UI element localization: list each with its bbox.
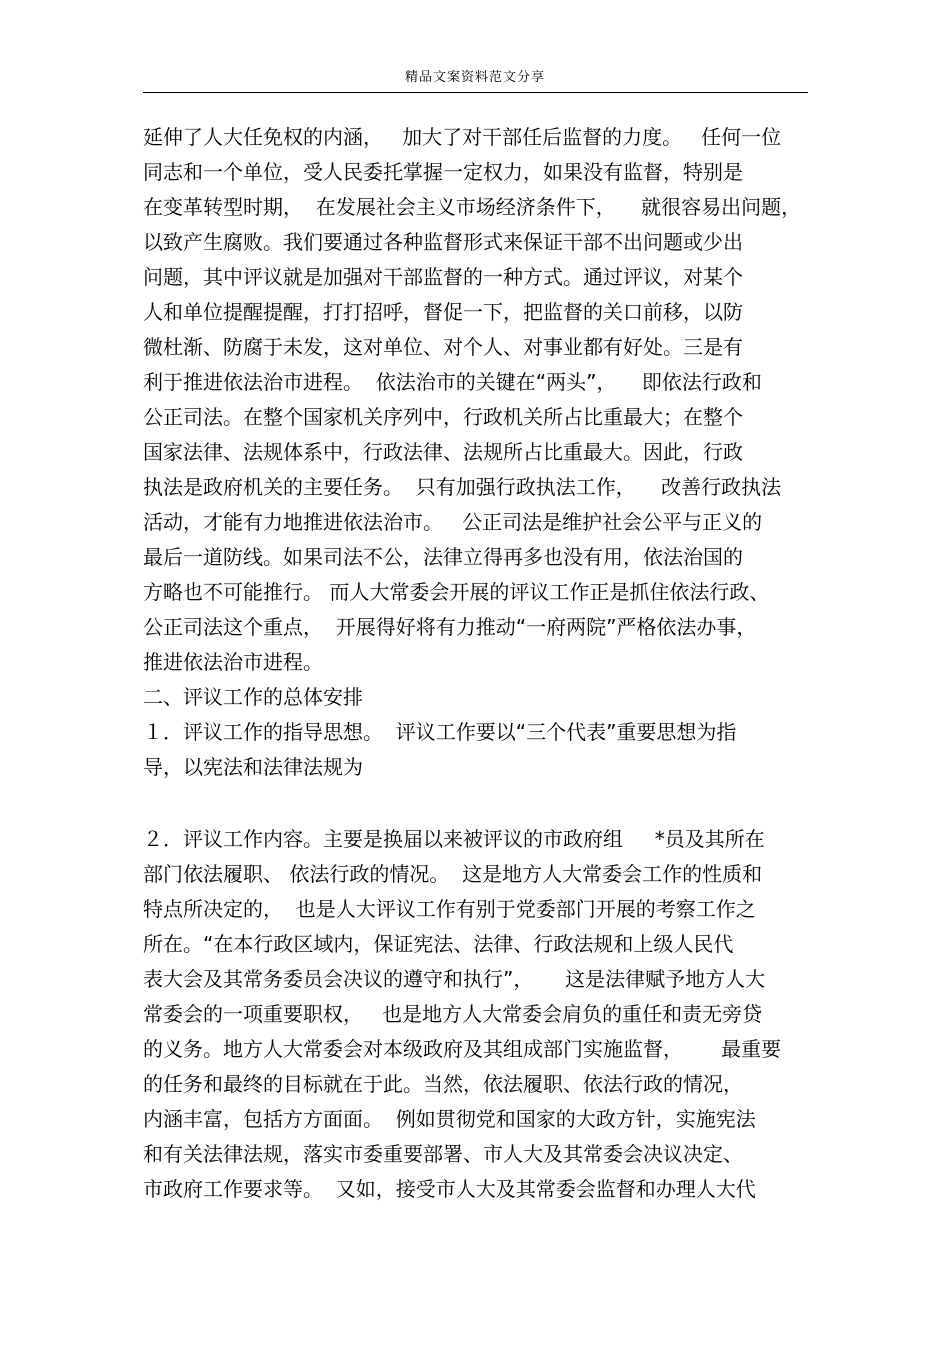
text-line: 执法是政府机关的主要任务。 只有加强行政执法工作， 改善行政执法 <box>143 475 782 499</box>
text-line: 所在。“在本行政区域内，保证宪法、法律、行政法规和上级人民代 <box>143 932 734 956</box>
text-line: 表大会及其常务委员会决议的遵守和执行”， 这是法律赋予地方人大 <box>143 967 766 991</box>
text-line: 市政府工作要求等。 又如，接受市人大及其常委会监督和办理人大代 <box>143 1177 756 1201</box>
text-line: 最后一道防线。如果司法不公，法律立得再多也没有用，依法治国的 <box>143 545 743 569</box>
text-line: 部门依法履职、 依法行政的情况。 这是地方人大常委会工作的性质和 <box>143 862 763 886</box>
text-line: 国家法律、法规体系中，行政法律、法规所占比重最大。因此，行政 <box>143 440 743 464</box>
text-line: 延伸了人大任免权的内涵， 加大了对干部任后监督的力度。 任何一位 <box>143 125 782 149</box>
text-line: 同志和一个单位，受人民委托掌握一定权力，如果没有监督，特别是 <box>143 160 743 184</box>
text-line: 人和单位提醒提醒，打打招呼，督促一下，把监督的关口前移，以防 <box>143 300 743 324</box>
text-line: 在变革转型时期， 在发展社会主义市场经济条件下， 就很容易出问题， <box>143 195 802 219</box>
body-paragraph-block-1 <box>143 120 823 785</box>
text-line: 常委会的一项重要职权， 也是地方人大常委会肩负的重任和责无旁贷 <box>143 1002 763 1026</box>
text-line: 公正司法。在整个国家机关序列中，行政机关所占比重最大；在整个 <box>143 405 743 429</box>
text-line: 方略也不可能推行。 而人大常委会开展的评议工作正是抓住依法行政、 <box>143 580 770 604</box>
text-line: ２．评议工作内容。主要是换届以来被评议的市政府组 *员及其所在 <box>143 827 765 851</box>
text-line: 利于推进依法治市进程。 依法治市的关键在“两头”， 即依法行政和 <box>143 370 762 394</box>
body-paragraph-block-2 <box>143 822 823 1207</box>
text-line: 推进依法治市进程。 <box>143 650 323 674</box>
header-divider <box>143 92 808 93</box>
text-line: １．评议工作的指导思想。 评议工作要以“三个代表”重要思想为指 <box>143 720 737 744</box>
text-line: 导，以宪法和法律法规为 <box>143 755 363 779</box>
text-line: 以致产生腐败。我们要通过各种监督形式来保证干部不出问题或少出 <box>143 230 743 254</box>
text-line: 公正司法这个重点， 开展得好将有力推动“一府两院”严格依法办事， <box>143 615 757 639</box>
text-line: 问题，其中评议就是加强对干部监督的一种方式。通过评议，对某个 <box>143 265 743 289</box>
text-line: 内涵丰富，包括方方面面。 例如贯彻党和国家的大政方针，实施宪法 <box>143 1107 756 1131</box>
text-line: 特点所决定的， 也是人大评议工作有别于党委部门开展的考察工作之 <box>143 897 756 921</box>
text-line: 活动，才能有力地推进依法治市。 公正司法是维护社会公平与正义的 <box>143 510 763 534</box>
section-heading: 二、评议工作的总体安排 <box>143 685 363 709</box>
text-line: 的义务。地方人大常委会对本级政府及其组成部门实施监督， 最重要 <box>143 1037 782 1061</box>
text-line: 微杜渐、防腐于未发，这对单位、对个人、对事业都有好处。三是有 <box>143 335 743 359</box>
text-line: 和有关法律法规，落实市委重要部署、市人大及其常委会决议决定、 <box>143 1142 743 1166</box>
text-line: 的任务和最终的目标就在于此。当然，依法履职、依法行政的情况， <box>143 1072 743 1096</box>
page-header: 精品文案资料范文分享 <box>404 70 545 85</box>
